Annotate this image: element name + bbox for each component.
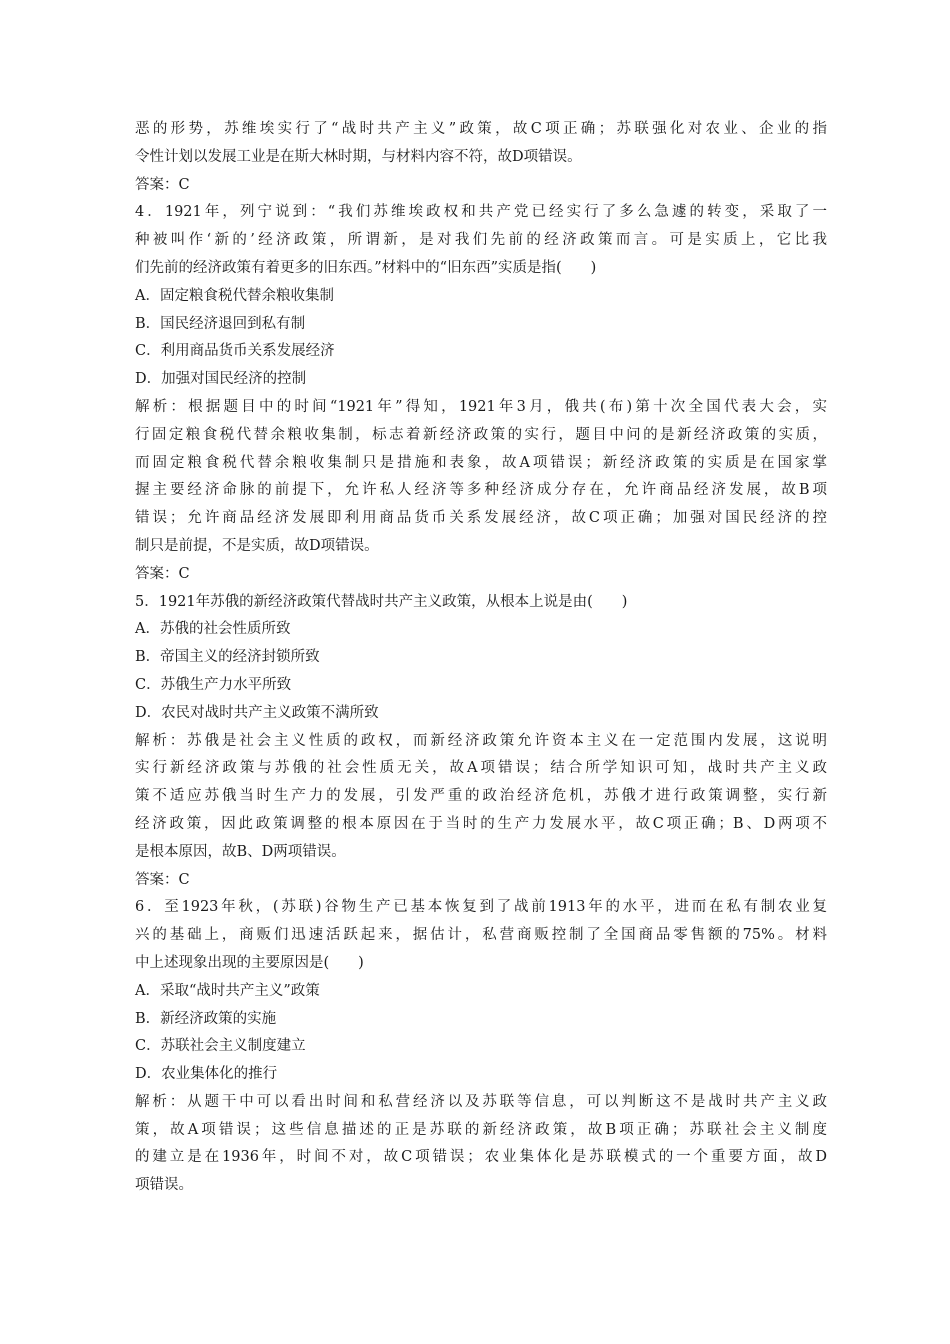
option-d: D．农民对战时共产主义政策不满所致 [135,704,379,721]
analysis-line: 策，故A项错误；这些信息描述的正是苏联的新经济政策，故B项正确；苏联社会主义制度 [135,1121,827,1138]
analysis-line: 制只是前提，不是实质，故D项错误。 [135,537,379,554]
analysis-line: 解析：从题干中可以看出时间和私营经济以及苏联等信息，可以判断这不是战时共产主义政 [135,1093,827,1110]
option-a: A．采取“战时共产主义”政策 [135,982,320,999]
option-b: B．新经济政策的实施 [135,1010,277,1027]
question-stem-line: 种被叫作‘新的’经济政策，所谓新，是对我们先前的经济政策而言。可是实质上，它比我 [135,232,827,249]
question-stem-line: 们先前的经济政策有着更多的旧东西。”材料中的“旧东西”实质是指( ) [135,259,597,276]
analysis-line: 解析：苏俄是社会主义性质的政权，而新经济政策允许资本主义在一定范围内发展，这说明 [135,732,827,749]
analysis-line: 而固定粮食税代替余粮收集制只是措施和表象，故A项错误；新经济政策的实质是在国家掌 [135,454,827,471]
question-6 [135,894,827,1200]
answer-line: 答案：C [135,565,190,582]
answer-line: 答案：C [135,176,190,193]
q3-continuation [135,116,827,199]
analysis-line: 是根本原因，故B、D两项错误。 [135,843,346,860]
analysis-line: 错误；允许商品经济发展即利用商品货币关系发展经济，故C项正确；加强对国民经济的控 [135,510,827,527]
analysis-line: 项错误。 [135,1177,193,1194]
option-c: C．苏联社会主义制度建立 [135,1038,306,1055]
option-a: A．固定粮食税代替余粮收集制 [135,287,334,304]
analysis-line: 恶的形势，苏维埃实行了“战时共产主义”政策，故C项正确；苏联强化对农业、企业的指 [135,121,827,137]
option-a: A．苏俄的社会性质所致 [135,621,291,638]
question-4 [135,199,827,588]
option-d: D．农业集体化的推行 [135,1066,278,1083]
question-stem-line: 5．1921年苏俄的新经济政策代替战时共产主义政策，从根本上说是由( ) [135,593,628,610]
question-5 [135,589,827,895]
analysis-line: 令性计划以发展工业是在斯大林时期，与材料内容不符，故D项错误。 [135,148,582,165]
document-page [135,116,827,1200]
analysis-line: 解析：根据题目中的时间“1921年”得知，1921年3月，俄共(布)第十次全国代表大会，实 [135,398,827,415]
option-c: C．苏俄生产力水平所致 [135,676,292,693]
analysis-line: 策不适应苏俄当时生产力的发展，引发严重的政治经济危机，苏俄才进行政策调整，实行新 [135,788,827,805]
analysis-line: 经济政策，因此政策调整的根本原因在于当时的生产力发展水平，故C项正确；B、D两项不 [135,815,827,832]
analysis-line: 的建立是在1936年，时间不对，故C项错误；农业集体化是苏联模式的一个重要方面，故D [135,1149,827,1166]
question-stem-line: 兴的基础上，商贩们迅速活跃起来，据估计，私营商贩控制了全国商品零售额的75%。材料 [135,927,827,944]
option-b: B．帝国主义的经济封锁所致 [135,649,320,666]
question-stem-line: 中上述现象出现的主要原因是( ) [135,954,364,971]
question-stem-line: 4．1921年，列宁说到：“我们苏维埃政权和共产党已经实行了多么急遽的转变，采取了一 [135,204,827,221]
analysis-line: 握主要经济命脉的前提下，允许私人经济等多种经济成分存在，允许商品经济发展，故B项 [135,482,827,499]
option-b: B．国民经济退回到私有制 [135,315,306,332]
analysis-line: 实行新经济政策与苏俄的社会性质无关，故A项错误；结合所学知识可知，战时共产主义政 [135,760,827,777]
answer-line: 答案：C [135,871,190,888]
question-stem-line: 6．至1923年秋，(苏联)谷物生产已基本恢复到了战前1913年的水平，进而在私有制农业复 [135,899,827,916]
option-c: C．利用商品货币关系发展经济 [135,343,335,360]
analysis-line: 行固定粮食税代替余粮收集制，标志着新经济政策的实行，题目中问的是新经济政策的实质， [135,426,827,443]
option-d: D．加强对国民经济的控制 [135,371,307,388]
